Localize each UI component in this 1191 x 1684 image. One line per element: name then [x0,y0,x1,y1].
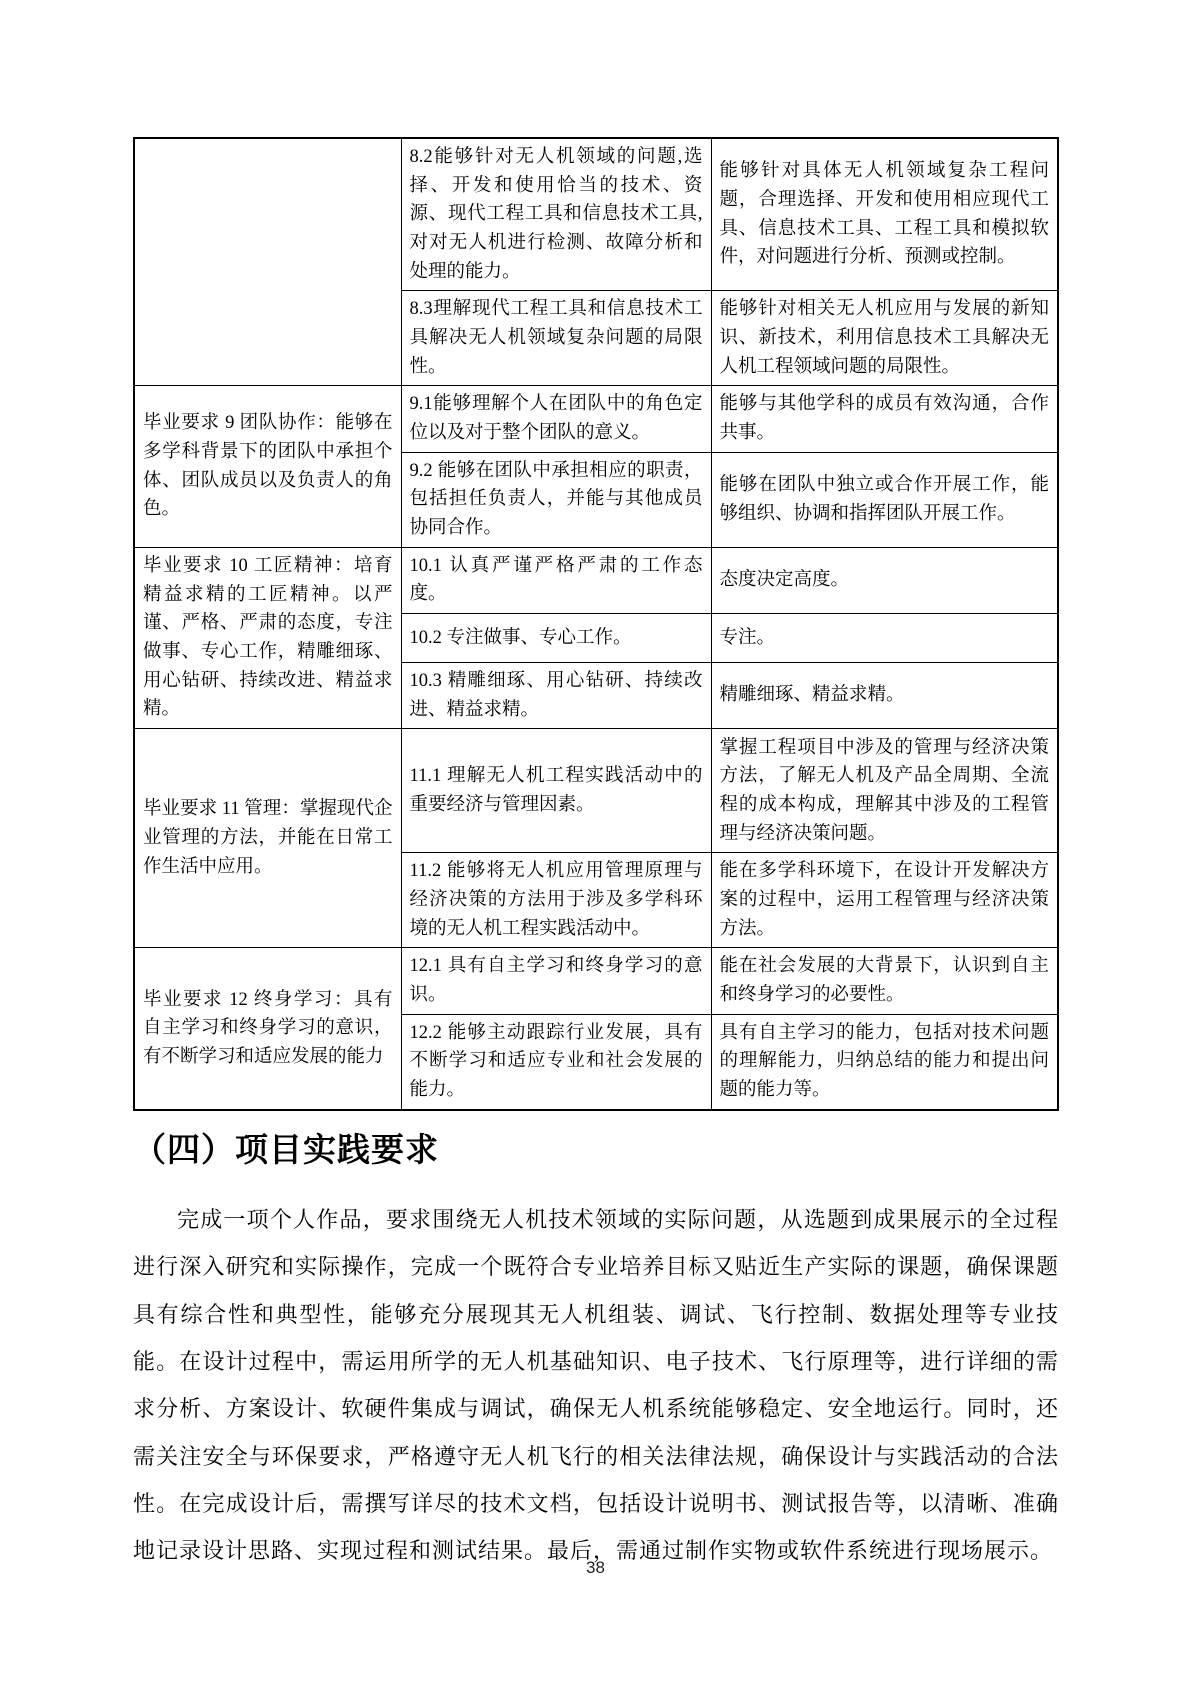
indicator-cell-11-2: 11.2 能够将无人机应用管理原理与经济决策的方法用于涉及多学科环境的无人机工程实践活动中。 [401,853,711,948]
section-heading: （四）项目实践要求 [133,1130,439,1168]
standard-cell-11-2: 能在多学科环境下，在设计开发解决方案的过程中，运用工程管理与经济决策方法。 [711,853,1058,948]
page-number: 38 [586,1558,605,1577]
table-row-11-1 [134,729,1058,853]
table-row-9-1 [134,386,1058,452]
standard-cell-10-1: 态度决定高度。 [711,547,1058,613]
standard-cell-10-2: 专注。 [711,614,1058,663]
indicator-cell-10-2: 10.2 专注做事、专心工作。 [401,614,711,663]
standard-cell-12-2: 具有自主学习的能力，包括对技术问题的理解能力，归纳总结的能力和提出问题的能力等。 [711,1014,1058,1110]
table-row-10-1 [134,547,1058,613]
graduation-requirements-table [133,137,1059,1111]
requirement-cell-8 [134,138,401,386]
indicator-cell-9-2: 9.2 能够在团队中承担相应的职责，包括担任负责人，并能与其他成员协同合作。 [401,452,711,547]
table-row-8-2 [134,138,1058,291]
indicator-cell-12-2: 12.2 能够主动跟踪行业发展，具有不断学习和适应专业和社会发展的能力。 [401,1014,711,1110]
indicator-cell-9-1: 9.1能够理解个人在团队中的角色定位以及对于整个团队的意义。 [401,386,711,452]
requirement-cell-11: 毕业要求 11 管理：掌握现代企业管理的方法，并能在日常工作生活中应用。 [134,729,401,948]
requirement-cell-10: 毕业要求 10 工匠精神：培育精益求精的工匠精神。以严谨、严格、严肃的态度，专注做事、专心工作，精雕细琢、用心钻研、持续改进、精益求精。 [134,547,401,729]
indicator-cell-10-1: 10.1 认真严谨严格严肃的工作态度。 [401,547,711,613]
indicator-cell-10-3: 10.3 精雕细琢、用心钻研、持续改进、精益求精。 [401,663,711,729]
indicator-cell-8-2: 8.2能够针对无人机领域的问题,选择、开发和使用恰当的技术、资源、现代工程工具和信息技术工具,对对无人机进行检测、故障分析和处理的能力。 [401,138,711,291]
indicator-cell-11-1: 11.1 理解无人机工程实践活动中的重要经济与管理因素。 [401,729,711,853]
requirement-cell-12: 毕业要求 12 终身学习：具有自主学习和终身学习的意识，有不断学习和适应发展的能力 [134,948,401,1110]
indicator-cell-12-1: 12.1 具有自主学习和终身学习的意识。 [401,948,711,1014]
standard-cell-12-1: 能在社会发展的大背景下，认识到自主和终身学习的必要性。 [711,948,1058,1014]
standard-cell-8-3: 能够针对相关无人机应用与发展的新知识、新技术，利用信息技术工具解决无人机工程领域问题的局限性。 [711,291,1058,386]
practice-requirements-paragraph: 完成一项个人作品，要求围绕无人机技术领域的实际问题，从选题到成果展示的全过程进行深入研究和实际操作，完成一个既符合专业培养目标又贴近生产实际的课题，确保课题具有综合性和典型性，能够充分展现其无人机组装、调试、飞行控制、数据处理等专业技能。在设计过程中，需运用所学的无人机基础知识、电子技术、飞行原理等，进行详细的需求分析、方案设计、软硬件集成与调试，确保无人机系统能够稳定、安全地运行。同时，还需关注安全与环保要求，严格遵守无人机飞行的相关法律法规，确保设计与实践活动的合法性。在完成设计后，需撰写详尽的技术文档，包括设计说明书、测试报告等，以清晰、准确地记录设计思路、实现过程和测试结果。最后，需通过制作实物或软件系统进行现场展示。 [133,1207,1059,1564]
indicator-cell-8-3: 8.3理解现代工程工具和信息技术工具解决无人机领域复杂问题的局限性。 [401,291,711,386]
standard-cell-10-3: 精雕细琢、精益求精。 [711,663,1058,729]
standard-cell-9-1: 能够与其他学科的成员有效沟通，合作共事。 [711,386,1058,452]
requirement-cell-9: 毕业要求 9 团队协作：能够在多学科背景下的团队中承担个体、团队成员以及负责人的角色。 [134,386,401,547]
standard-cell-8-2: 能够针对具体无人机领域复杂工程问题，合理选择、开发和使用相应现代工具、信息技术工具、工程工具和模拟软件，对问题进行分析、预测或控制。 [711,138,1058,291]
page-content [133,137,1059,1574]
standard-cell-11-1: 掌握工程项目中涉及的管理与经济决策方法，了解无人机及产品全周期、全流程的成本构成，理解其中涉及的工程管理与经济决策问题。 [711,729,1058,853]
table-row-12-1 [134,948,1058,1014]
standard-cell-9-2: 能够在团队中独立或合作开展工作，能够组织、协调和指挥团队开展工作。 [711,452,1058,547]
